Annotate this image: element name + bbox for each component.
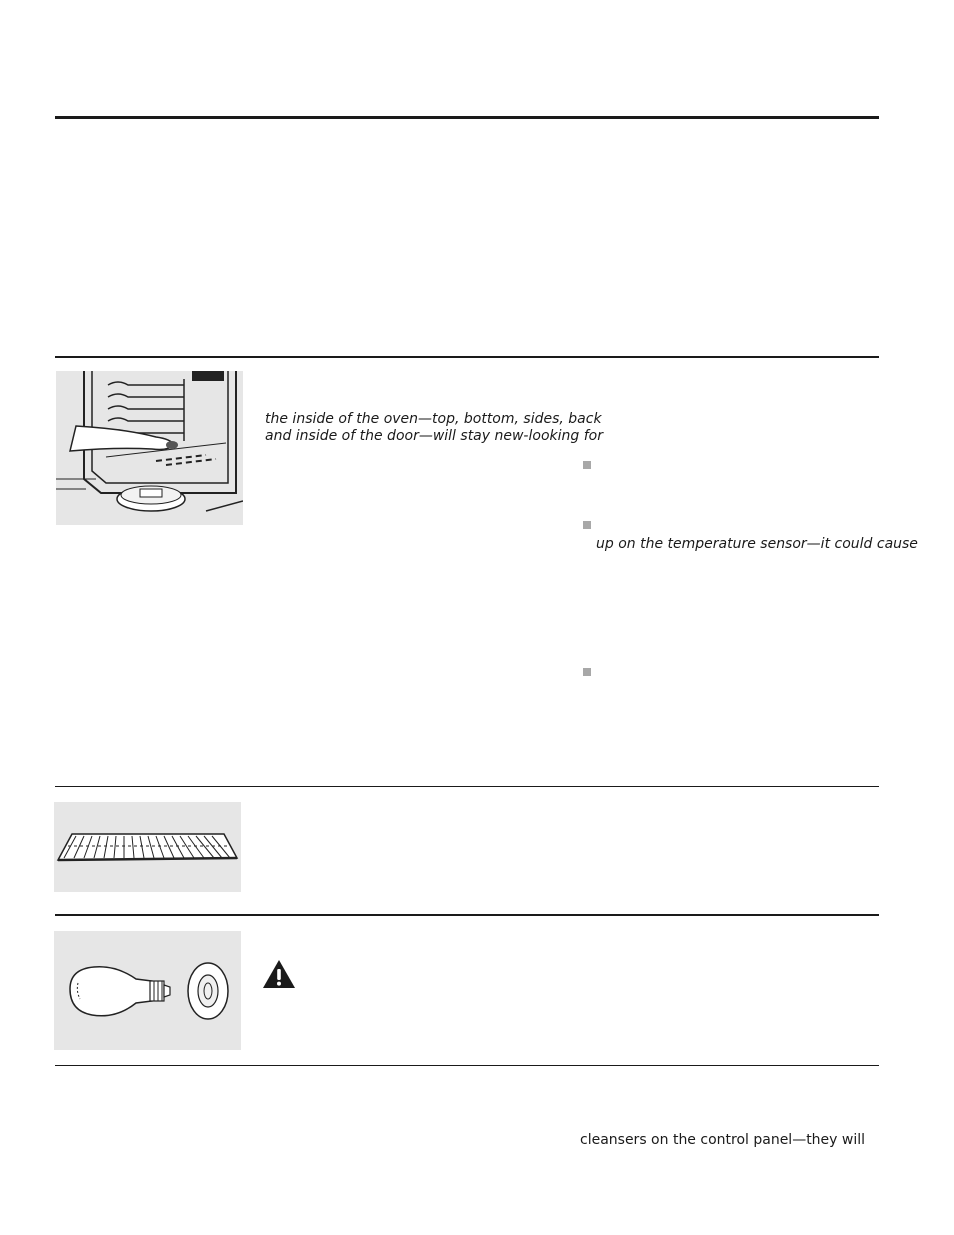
bullet-marker — [583, 521, 591, 529]
oven-body-line-2: and inside of the door—will stay new-looking for — [265, 428, 603, 444]
bullet-marker — [583, 461, 591, 469]
temperature-sensor-line: up on the temperature sensor—it could cause — [596, 536, 918, 552]
oven-rack-illustration — [54, 802, 241, 892]
section-rule-racks — [55, 786, 879, 787]
section-rule-oven — [55, 356, 879, 358]
warning-triangle-icon — [262, 958, 296, 990]
oven-cleaning-illustration — [56, 371, 243, 525]
oven-body-line-1: the inside of the oven—top, bottom, sides, back — [265, 411, 602, 427]
section-rule-control-panel — [55, 1065, 879, 1066]
control-panel-line: cleansers on the control panel—they will — [580, 1132, 866, 1148]
section-rule-light — [55, 914, 879, 916]
bullet-marker — [583, 668, 591, 676]
top-rule — [55, 116, 879, 119]
light-bulb-illustration — [54, 931, 241, 1050]
